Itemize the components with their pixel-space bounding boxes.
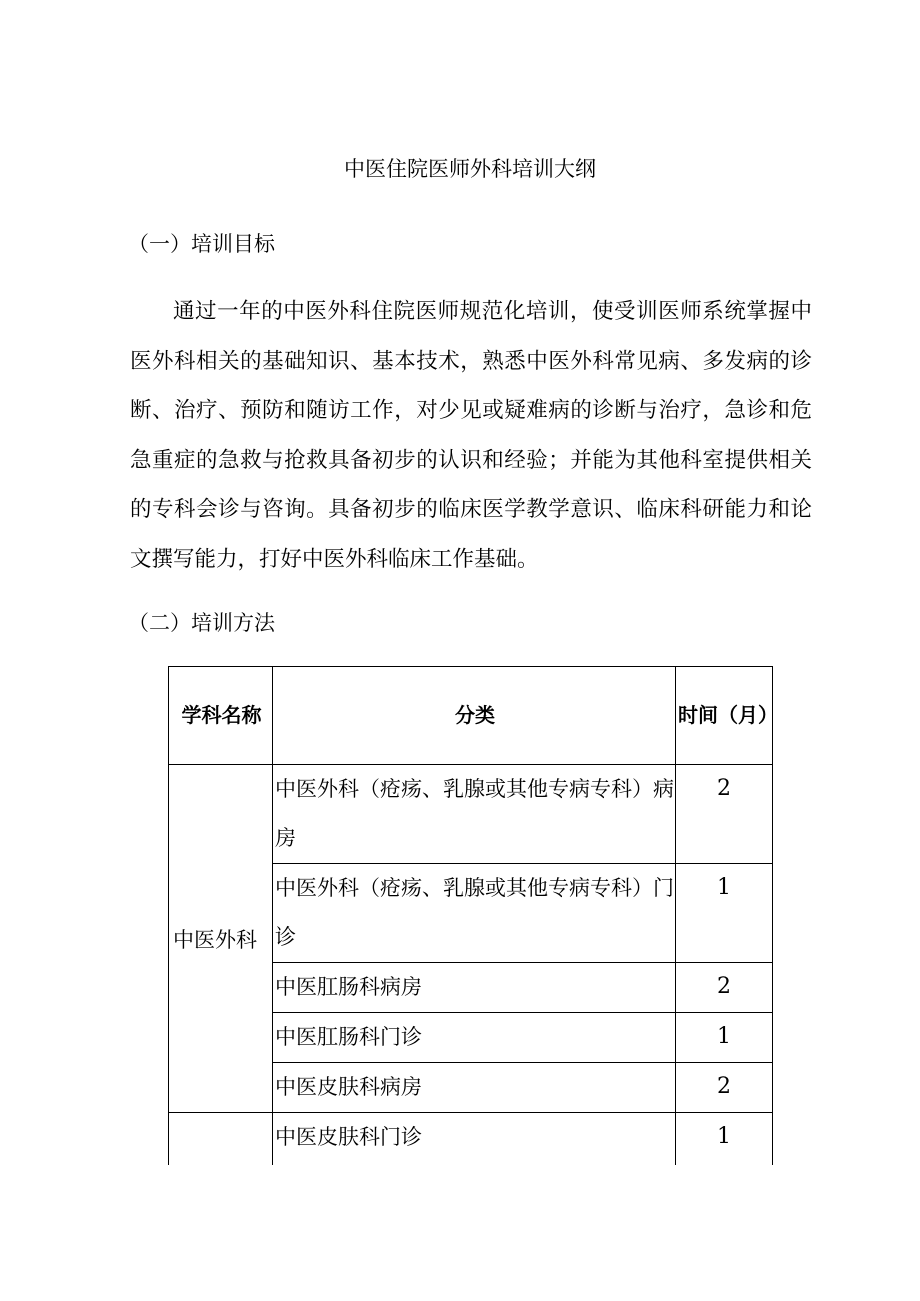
section-heading-methods: （二）培训方法 [128, 611, 275, 635]
table-row [169, 765, 773, 864]
months-cell: 1 [676, 1113, 773, 1165]
subject-cell-empty [169, 1113, 273, 1165]
section-heading-objectives: （一）培训目标 [128, 232, 275, 256]
category-cell: 中医外科（疮疡、乳腺或其他专病专科）门诊 [273, 864, 676, 963]
category-cell: 中医皮肤科门诊 [273, 1113, 676, 1165]
table-header-row [169, 667, 773, 765]
months-cell: 2 [676, 963, 773, 1013]
months-cell: 2 [676, 1063, 773, 1113]
category-cell: 中医外科（疮疡、乳腺或其他专病专科）病房 [273, 765, 676, 864]
months-cell: 2 [676, 765, 773, 864]
header-time: 时间（月） [676, 667, 773, 765]
header-category: 分类 [273, 667, 676, 765]
category-cell: 中医肛肠科门诊 [273, 1013, 676, 1063]
months-cell: 1 [676, 1013, 773, 1063]
table-row [169, 1113, 773, 1165]
objectives-paragraph: 通过一年的中医外科住院医师规范化培训，使受训医师系统掌握中医外科相关的基础知识、基本技术，熟悉中医外科常见病、多发病的诊断、治疗、预防和随访工作，对少见或疑难病的诊断与治疗，急诊和危急重症的急救与抢救具备初步的认识和经验；并能为其他科室提供相关的专科会诊与咨询。具备初步的临床医学教学意识、临床科研能力和论文撰写能力，打好中医外科临床工作基础。 [130, 299, 812, 572]
subject-cell: 中医外科 [169, 765, 273, 1113]
category-cell: 中医肛肠科病房 [273, 963, 676, 1013]
training-schedule-table [168, 666, 778, 1165]
header-subject: 学科名称 [169, 667, 273, 765]
months-cell: 1 [676, 864, 773, 963]
category-cell: 中医皮肤科病房 [273, 1063, 676, 1113]
document-title: 中医住院医师外科培训大纲 [344, 157, 596, 181]
